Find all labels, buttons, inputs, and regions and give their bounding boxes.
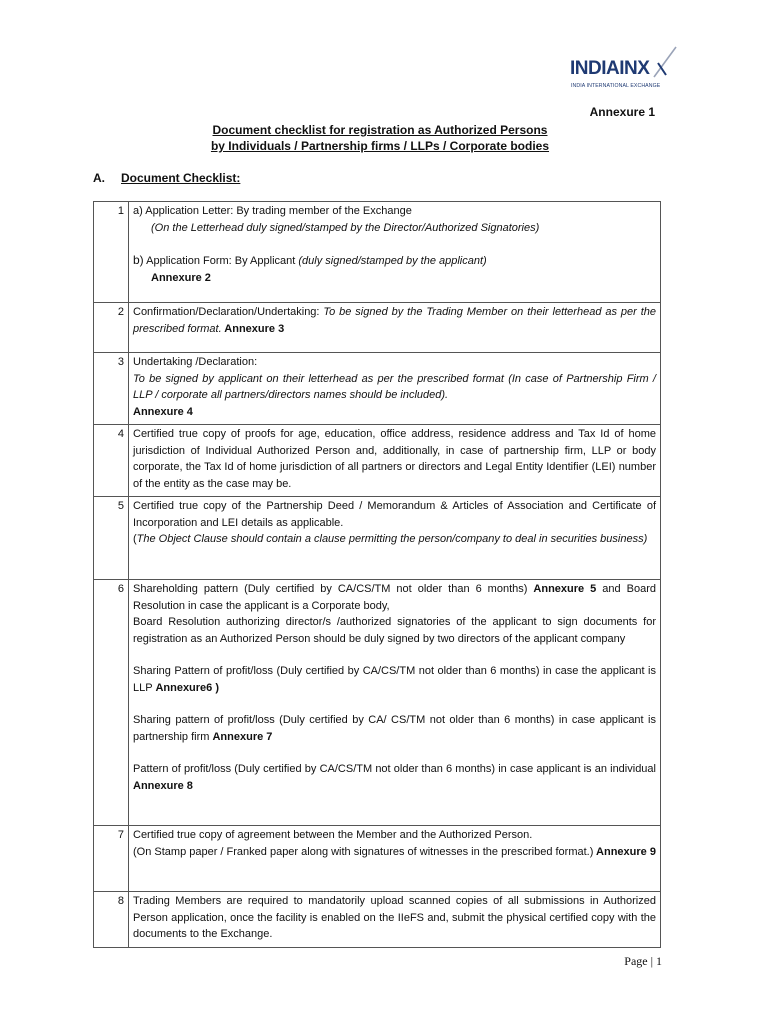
item-b	[133, 252, 656, 270]
row-note: To be signed by applicant on their letterhead as per the prescribed format (In case of Partnership Firm / LLP / corporate all partners/directors names should be included).	[133, 372, 656, 401]
row-text: Sharing pattern of profit/loss (Duly certified by CA/ CS/TM not older than 6 months) in case applicant is partnership firm	[133, 714, 656, 743]
document-checklist-table	[93, 201, 661, 948]
row-number: 2	[94, 303, 129, 353]
row-text: Undertaking /Declaration:	[133, 356, 258, 368]
row-text: Confirmation/Declaration/Undertaking:	[133, 306, 324, 318]
row-content	[129, 303, 661, 353]
row-note: To be signed by the Trading Member on their letterhead as per the prescribed format.	[133, 306, 656, 335]
row-content: Certified true copy of proofs for age, education, office address, residence address and Tax Id of home jurisdiction of Individual Authorized Person and, additionally, in case of partnership firm, LLP or body corporate, the Tax Id of home jurisdiction of all partners or directors and Legal Entity Identifier (LEI) number of the entity as the case may be.	[129, 425, 661, 497]
section-title: Document Checklist:	[121, 171, 241, 185]
table-row	[94, 497, 661, 580]
logo-tagline: INDIA INTERNATIONAL EXCHANGE	[571, 83, 661, 89]
row-text: Shareholding pattern (Duly certified by CA/CS/TM not older than 6 months)	[133, 583, 534, 595]
table-row	[94, 202, 661, 303]
individual-paragraph	[133, 761, 656, 794]
row-text-tail: and Board Resolution in case the applicant is a Corporate body,	[133, 583, 656, 612]
row-note: (On Stamp paper / Franked paper along with signatures of witnesses in the prescribed format.)	[133, 845, 594, 858]
row-text: Certified true copy of the Partnership Deed / Memorandum & Articles of Association and Certificate of Incorporation and LEI details as applicable.	[133, 500, 656, 529]
item-a-note: (On the Letterhead duly signed/stamped by the Director/Authorized Signatories)	[151, 221, 540, 234]
document-title-line1: Document checklist for registration as Authorized Persons	[212, 123, 548, 137]
row-content	[129, 497, 661, 580]
row-annexure: Annexure 7	[212, 730, 273, 743]
row-content	[129, 580, 661, 826]
row-note: The Object Clause should contain a clause permitting the person/company to deal in securities business)	[136, 533, 648, 545]
shareholding-paragraph	[133, 581, 656, 614]
row-annexure: Annexure6 )	[155, 681, 220, 694]
row-annexure: Annexure 5	[533, 583, 597, 595]
row-content: Trading Members are required to mandatorily upload scanned copies of all submissions in Authorized Person application, once the facility is enabled on the IIeFS and, submit the physical certified copy with the documents to the Exchange.	[129, 892, 661, 948]
annexure-label: Annexure 1	[589, 105, 655, 119]
board-resolution-paragraph: Board Resolution authorizing director/s /authorized signatories of the applicant to sign documents for registration as an Authorized Person should be duly signed by two directors of the applicant company	[133, 616, 656, 645]
item-a-text: a) Application Letter: By trading member of the Exchange	[133, 205, 412, 217]
table-row	[94, 425, 661, 497]
row-annexure: Annexure 4	[133, 405, 193, 418]
row-note-wrap	[133, 844, 656, 861]
row-number: 6	[94, 580, 129, 826]
table-row	[94, 826, 661, 892]
row-number: 3	[94, 353, 129, 425]
row-annexure: Annexure 9	[593, 845, 656, 858]
row-text: Certified true copy of agreement between the Member and the Authorized Person.	[133, 829, 533, 841]
row-note-wrap	[133, 531, 656, 548]
row-content	[129, 826, 661, 892]
document-title-line2: by Individuals / Partnership firms / LLPs / Corporate bodies	[210, 139, 550, 153]
row-number: 1	[94, 202, 129, 303]
row-number: 4	[94, 425, 129, 497]
logo-swoosh-icon	[652, 45, 678, 79]
table-row	[94, 353, 661, 425]
table-row	[94, 892, 661, 948]
partnership-paragraph	[133, 712, 656, 745]
row-number: 7	[94, 826, 129, 892]
table-row	[94, 580, 661, 826]
item-b-note: (duly signed/stamped by the applicant)	[298, 255, 487, 267]
row-content	[129, 353, 661, 425]
item-b-text: Application Form: By Applicant	[146, 255, 299, 267]
item-b-marker: b)	[133, 253, 144, 267]
section-letter: A.	[93, 171, 105, 185]
row-annexure: Annexure 8	[133, 779, 193, 792]
row-number: 5	[94, 497, 129, 580]
row-note-open: (	[133, 533, 137, 545]
row-content	[129, 202, 661, 303]
row-text: Sharing Pattern of profit/loss (Duly certified by CA/CS/TM not older than 6 months) in case the applicant is LLP	[133, 665, 656, 694]
row-annexure: Annexure 3	[221, 322, 285, 335]
row-number: 8	[94, 892, 129, 948]
table-row	[94, 303, 661, 353]
logo-wordmark: INDIAINX	[570, 58, 650, 79]
item-b-annexure: Annexure 2	[151, 271, 211, 284]
llp-paragraph	[133, 663, 656, 696]
page-number: Page | 1	[624, 954, 662, 968]
india-inx-logo	[568, 45, 680, 95]
row-text: Pattern of profit/loss (Duly certified by CA/CS/TM not older than 6 months) in case applicant is an individual	[133, 763, 656, 775]
